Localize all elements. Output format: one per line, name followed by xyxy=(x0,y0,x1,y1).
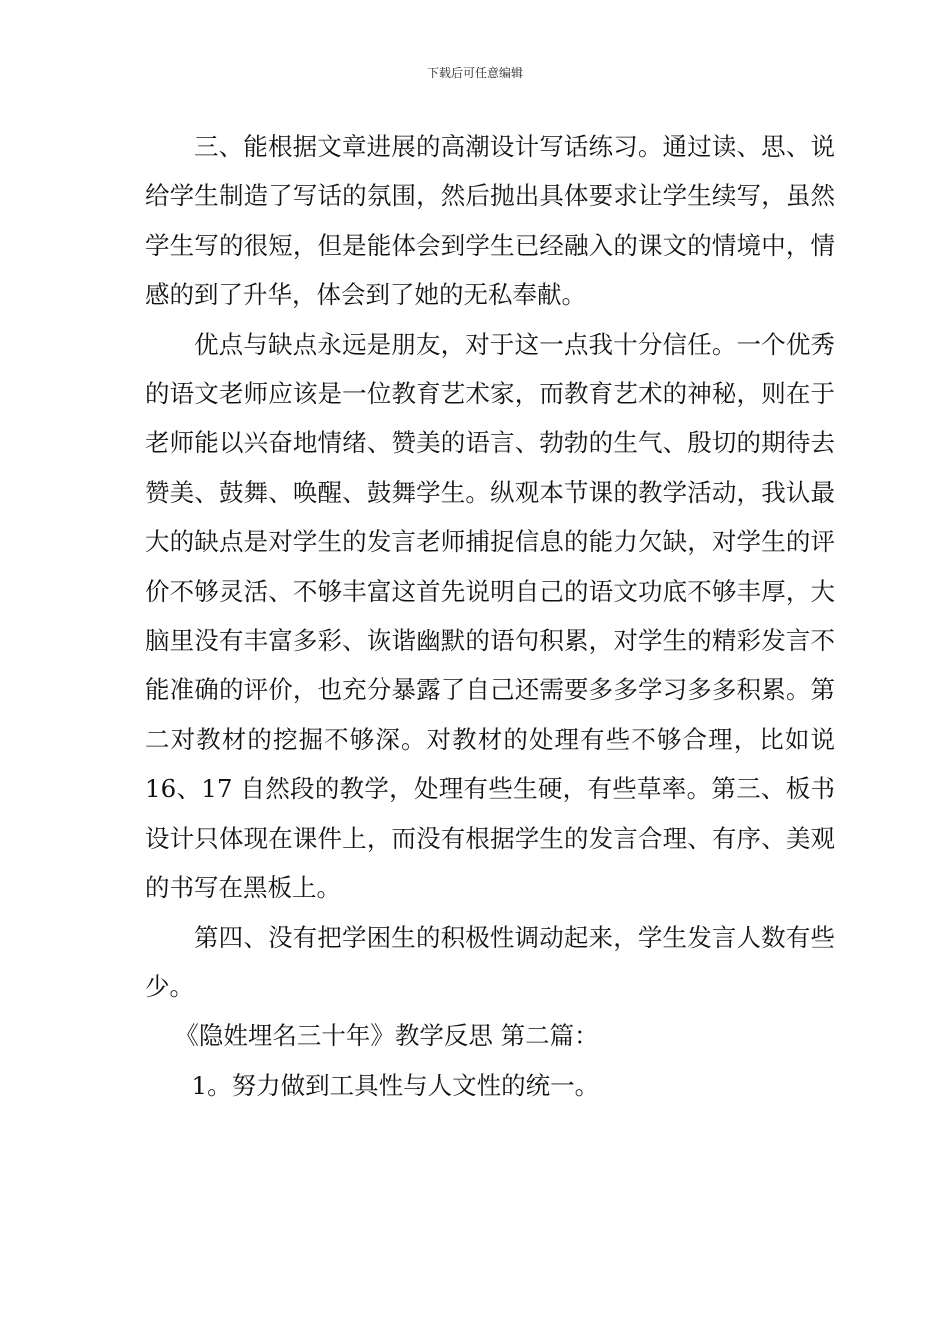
paragraph-fourth-point: 第四、没有把学困生的积极性调动起来，学生发言人数有些少。 xyxy=(145,922,835,1001)
paragraph-writing-practice: 三、能根据文章进展的高潮设计写话练习。通过读、思、说给学生制造了写话的氛围，然后抛出具体要求让学生续写，虽然学生写的很短，但是能体会到学生已经融入的课文的情境中，情感的到了升华，体会到了她的无私奉献。 xyxy=(145,132,835,310)
list-item-1: 1。努力做到工具性与人文性的统一。 xyxy=(191,1070,600,1100)
paragraph-strengths-weaknesses: 优点与缺点永远是朋友，对于这一点我十分信任。一个优秀的语文老师应该是一位教育艺术家，而教育艺术的神秘，则在于老师能以兴奋地情绪、赞美的语言、勃勃的生气、殷切的期待去赞美、鼓舞、唤醒、鼓舞学生。纵观本节课的教学活动，我认最大的缺点是对学生的发言老师捕捉信息的能力欠缺，对学生的评价不够灵活、不够丰富这首先说明自己的语文功底不够丰厚，大脑里没有丰富多彩、诙谐幽默的语句积累，对学生的精彩发言不能准确的评价，也充分暴露了自己还需要多多学习多多积累。第二对教材的挖掘不够深。对教材的处理有些不够合理，比如说 16、17 自然段的教学，处理有些生硬，有些草率。第三、板书设计只体现在课件上，而没有根据学生的发言合理、有序、美观的书写在黑板上。 xyxy=(145,329,835,903)
header-note: 下载后可任意编辑 xyxy=(426,66,523,80)
article-heading: 《隐姓埋名三十年》教学反思 第二篇： xyxy=(174,1021,599,1051)
body-text xyxy=(145,122,835,1110)
